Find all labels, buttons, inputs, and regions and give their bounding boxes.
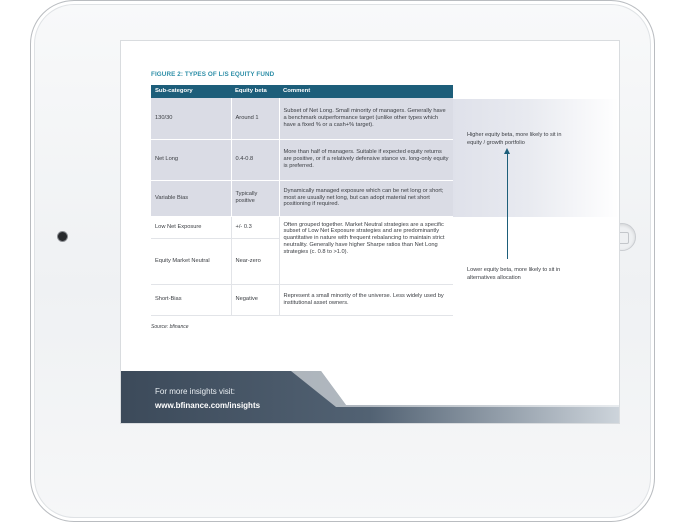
comment-cell: More than half of managers. Suitable if expected equity returns are positive, or if a relatively defensive stance vs. long-only equity is preferred. [279,139,453,180]
equity-beta-cell: Typically positive [231,180,279,216]
beta-gradient-panel [452,99,619,217]
equity-beta-cell: Around 1 [231,98,279,139]
sub-category-cell: Variable Bias [151,180,231,216]
up-arrow-icon [507,153,508,259]
fund-types-table [151,85,453,316]
sub-category-cell: Net Long [151,139,231,180]
footer-insights-link[interactable]: www.bfinance.com/insights [155,401,261,410]
table-row [151,284,453,315]
figure-title: FIGURE 2: TYPES OF L/S EQUITY FUND [151,71,275,78]
sub-category-cell: 130/30 [151,98,231,139]
sub-category-cell: Short-Bias [151,284,231,315]
table-row [151,139,453,180]
equity-beta-cell: 0.4-0.8 [231,139,279,180]
lower-beta-annotation: Lower equity beta, more likely to sit in alternatives allocation [467,267,561,281]
table-row [151,180,453,216]
sub-category-cell: Equity Market Neutral [151,238,231,284]
table-header-row [151,85,453,98]
camera-icon [58,232,67,241]
merged-comment-cell: Often grouped together. Market Neutral strategies are a specific subset of Low Net Exposure strategies and are predominantly quantitative in nature with frequent rebalancing to maintain strict neutrality. Generally have higher Sharpe ratios than Net Long strategies (c. 0.8 to >1.0). [279,216,453,284]
equity-beta-cell: Near-zero [231,238,279,284]
comment-cell: Represent a small minority of the universe. Less widely used by institutional asset owners. [279,284,453,315]
higher-beta-annotation: Higher equity beta, more likely to sit in equity / growth portfolio [467,132,562,146]
source-note: Source: bfinance [151,324,189,330]
table-row [151,216,453,238]
equity-beta-cell: +/- 0.3 [231,216,279,238]
table-row [151,98,453,139]
document-screen [121,41,619,423]
column-header: Comment [279,85,453,98]
footer-banner [121,371,619,423]
column-header: Equity beta [231,85,279,98]
comment-cell: Subset of Net Long. Small minority of managers. Generally have a benchmark outperformance target (unlike other types which have a fixed % or a cash+% target). [279,98,453,139]
comment-cell: Dynamically managed exposure which can be net long or short; most are usually net long, but can adopt material net short positioning if required. [279,180,453,216]
sub-category-cell: Low Net Exposure [151,216,231,238]
column-header: Sub-category [151,85,231,98]
equity-beta-cell: Negative [231,284,279,315]
tablet-frame [30,0,655,522]
footer-insights-label: For more insights visit: [155,387,236,396]
footer-wave-decoration [121,371,619,423]
